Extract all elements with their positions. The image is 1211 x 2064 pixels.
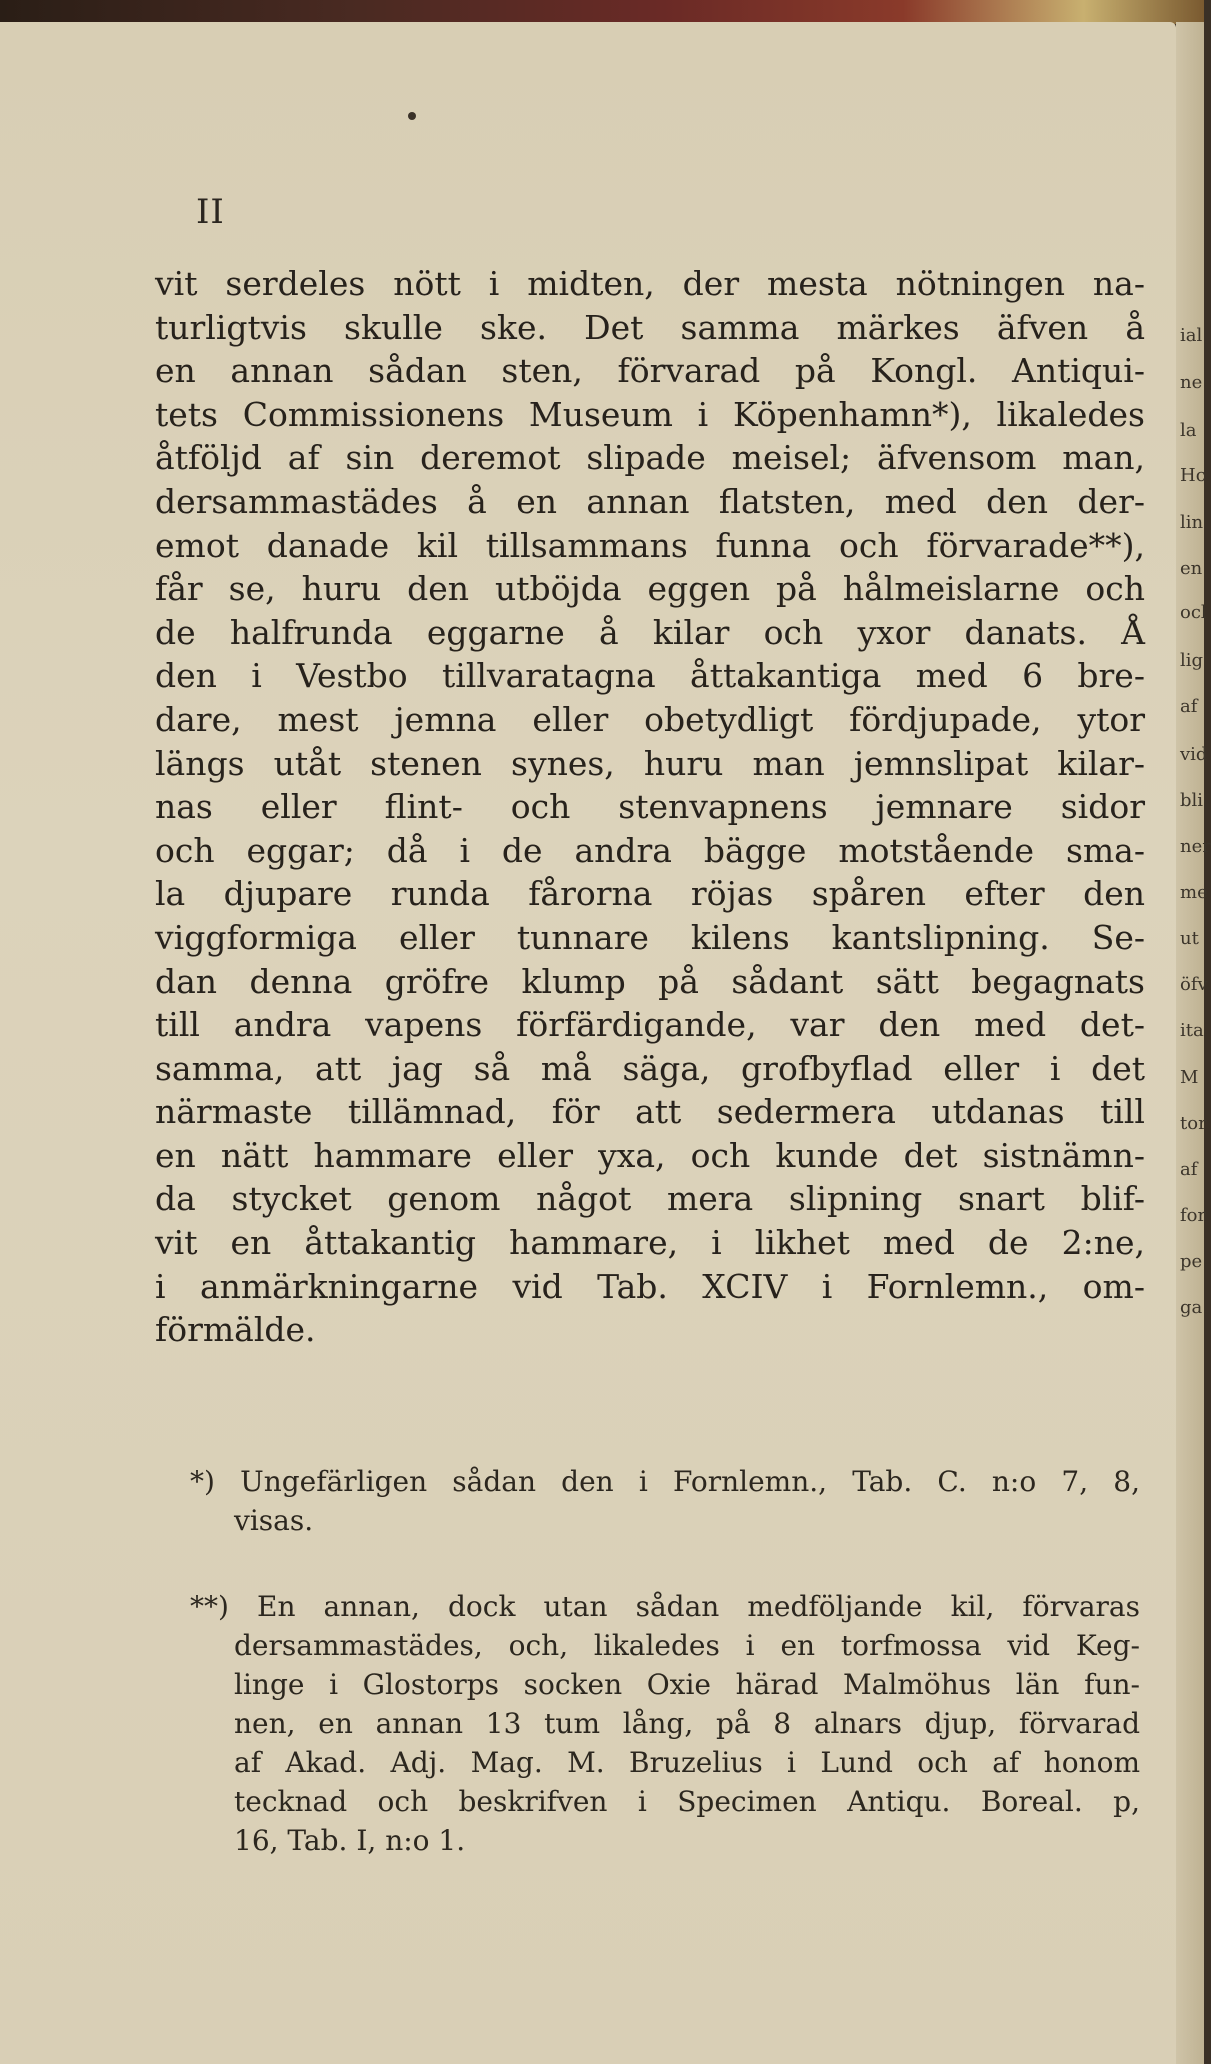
footnote-2 [190, 1587, 1140, 1860]
text-line: den i Vestbo tillvaratagna åttakantiga med 6 bre- [155, 656, 1145, 696]
text-line: turligtvis skulle ske. Det samma märkes äfven å [155, 307, 1145, 347]
footnote-line: linge i Glostorps socken Oxie härad Malmöhus län fun- [234, 1668, 1140, 1701]
facing-page-fragment: ial [1180, 325, 1203, 346]
footnote-line: *) Ungefärligen sådan den i Fornlemn., Tab. C. n:o 7, 8, [190, 1465, 1140, 1498]
text-line: tets Commissionens Museum i Köpenhamn*), likaledes [155, 394, 1145, 434]
text-line: dare, mest jemna eller obetydligt fördjupade, ytor [155, 699, 1145, 739]
text-line: längs utåt stenen synes, huru man jemnslipat kilar- [155, 743, 1145, 783]
facing-page-fragment: M [1180, 1067, 1199, 1088]
facing-page-fragment: bli [1180, 790, 1204, 811]
text-line: nas eller flint- och stenvapnens jemnare sidor [155, 787, 1145, 827]
facing-page-fragment: Hc [1180, 465, 1206, 486]
text-line: samma, att jag så må säga, grofbyflad eller i det [155, 1048, 1145, 1088]
book-page [0, 22, 1176, 2064]
text-line: emot danade kil tillsammans funna och förvarade**), [155, 525, 1145, 565]
text-line: åtföljd af sin deremot slipade meisel; äfvensom man, [155, 438, 1145, 478]
facing-page-fragment: af [1180, 696, 1198, 717]
text-line: de halfrunda eggarne å kilar och yxor danats. Å [155, 612, 1145, 652]
facing-page-fragment: ocl [1180, 602, 1207, 623]
book-spine-band [0, 0, 1204, 24]
text-line: närmaste tillämnad, för att sedermera utdanas till [155, 1092, 1145, 1132]
footnote-line: af Akad. Adj. Mag. M. Bruzelius i Lund och af honom [234, 1746, 1140, 1779]
main-text [155, 262, 1145, 1352]
facing-page-edge [1176, 22, 1211, 2064]
text-line: vit en åttakantig hammare, i likhet med de 2:ne, [155, 1223, 1145, 1263]
footnote-line: 16, Tab. I, n:o 1. [234, 1824, 466, 1857]
footnote-line: visas. [234, 1504, 314, 1537]
facing-page-fragment: lin [1180, 512, 1204, 533]
footnote-line: nen, en annan 13 tum lång, på 8 alnars djup, förvarad [234, 1707, 1140, 1740]
text-line: da stycket genom något mera slipning snart blif- [155, 1179, 1145, 1219]
text-line: förmälde. [155, 1310, 316, 1350]
text-line: vit serdeles nött i midten, der mesta nötningen na- [155, 264, 1145, 303]
facing-page-fragment: lig [1180, 650, 1204, 671]
text-line: viggformiga eller tunnare kilens kantslipning. Se- [155, 917, 1145, 957]
footnote-line: **) En annan, dock utan sådan medföljande kil, förvaras [190, 1590, 1140, 1623]
ink-speck [408, 112, 416, 120]
facing-page-fragment: ne [1180, 372, 1203, 393]
facing-page-fragment: ita [1180, 1020, 1204, 1041]
text-line: dan denna gröfre klump på sådant sätt begagnats [155, 961, 1145, 1001]
facing-page-fragment: tor [1180, 1113, 1207, 1134]
footnote-line: tecknad och beskrifven i Specimen Antiqu. Boreal. p, [234, 1785, 1140, 1818]
text-line: får se, huru den utböjda eggen på hålmeislarne och [155, 569, 1145, 609]
facing-page-fragment: öfv [1180, 974, 1208, 995]
facing-page-fragment: ut [1180, 928, 1199, 949]
text-line: en nätt hammare eller yxa, och kunde det sistnämn- [155, 1135, 1145, 1175]
facing-page-fragment: la [1180, 420, 1197, 441]
facing-page-fragment: pe [1180, 1251, 1203, 1272]
facing-page-fragment: for [1180, 1205, 1207, 1226]
text-line: dersammastädes å en annan flatsten, med den der- [155, 481, 1145, 521]
text-line: och eggar; då i de andra bägge motstående sma- [155, 830, 1145, 870]
text-line: en annan sådan sten, förvarad på Kongl. Antiqui- [155, 351, 1145, 391]
text-line: la djupare runda fårorna röjas spåren efter den [155, 874, 1145, 914]
text-line: till andra vapens förfärdigande, var den med det- [155, 1005, 1145, 1045]
facing-page-fragment: me [1180, 882, 1208, 903]
footnote-line: dersammastädes, och, likaledes i en torfmossa vid Keg- [234, 1629, 1140, 1662]
footnote-1 [190, 1462, 1140, 1540]
facing-page-fragment: af [1180, 1159, 1198, 1180]
page-number: II [196, 192, 225, 232]
facing-page-fragment: en [1180, 558, 1203, 579]
facing-page-fragment: ga [1180, 1297, 1203, 1318]
facing-page-fragment: vid [1180, 744, 1208, 765]
facing-page-fragment: ner [1180, 836, 1211, 857]
text-line: i anmärkningarne vid Tab. XCIV i Fornlemn., om- [155, 1266, 1145, 1306]
